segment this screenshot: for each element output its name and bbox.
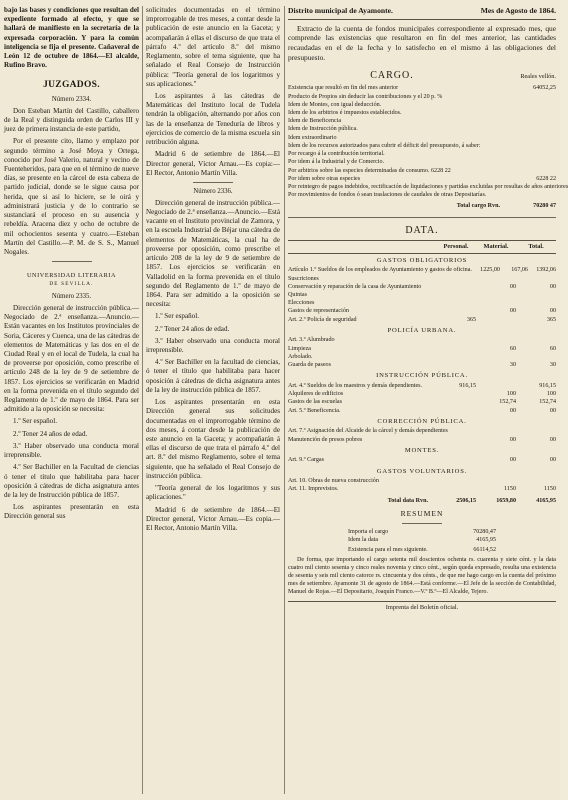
data-row-label: Art. 7.º Asignación del Alcaide de la cárcel y demás dependientes xyxy=(288,428,448,435)
cargo-row-label: Por reintegro de pagos indebidos, rectificación de liquidaciones y partidas excluidas por resultas de años anteriores xyxy=(288,183,568,190)
notice-number: Número 2334. xyxy=(51,95,92,103)
cargo-row xyxy=(288,84,556,92)
divider xyxy=(52,261,92,262)
data-row-label: Alquileres de edificios xyxy=(288,391,344,398)
cargo-row-label: Idem de los recursos autorizados para cubrir el déficit del presupuesto, á saber: xyxy=(288,142,481,149)
data-row-label: Art. 9.º Cargas xyxy=(288,457,324,464)
data-row xyxy=(288,407,556,415)
cargo-title: CARGO. xyxy=(370,70,414,82)
data-row-amount: 167,06 xyxy=(511,267,528,274)
cargo-row-label: Idem de Beneficencia xyxy=(288,118,342,125)
data-row-amount: 00 xyxy=(509,457,516,464)
cargo-row xyxy=(288,175,556,183)
data-row xyxy=(288,485,556,493)
cargo-row-label: Idem extraordinario xyxy=(288,134,337,141)
cargo-row xyxy=(288,167,556,175)
resumen-row-value: 4165,95 xyxy=(476,536,496,543)
data-row-amount: 00 xyxy=(509,407,516,414)
section-subtitle: DE SEVILLA. xyxy=(49,281,94,288)
data-group-title: POLICÍA URBANA. xyxy=(387,326,457,334)
closing-paragraph: De forma, que importando el cargo setenta mil doscientos ochenta rs. cuarenta y siete cént. y la data cuatro mil ciento sesenta y cinco reales noventa y cinco cént., según queda expresado, resulta una existencia de sesenta y seis mil ciento catorce rs. cincuenta y dos cénts., de que me hago cargo en la cuenta del próximo mes de setiembre. Ayamonte 31 de agosto de 1864.—Está conforme.—El Jefe de la sección de Contabilidad, Manuel de Rojas.—El Depositario, Joaquín Franco.—V.º B.º—El Alcalde, Tejero. xyxy=(288,557,556,595)
notice-signature: Madrid 6 de setiembre de 1864.—El Director general, Víctor Arnau.—Es copia:—El Rector, Antonio Martín Villa. xyxy=(146,150,280,177)
requirement-item: 4.º Ser Bachiller en la Facultad de ciencias ó tener el título que habilitaba para hacer oposición á cátedras de dicha asignatura antes de la ley de Instrucción pública de 1857. xyxy=(4,463,139,499)
data-total-row: Total data Rvn. 2506,15 1659,80 4165,95 xyxy=(387,497,556,504)
cargo-list xyxy=(288,84,568,199)
data-row-amount: 365 xyxy=(546,316,556,323)
requirement-item: 1.º Ser español. xyxy=(155,312,199,321)
data-row xyxy=(288,283,556,291)
column-left xyxy=(4,6,139,796)
data-row-label: Manutención de presos pobres xyxy=(288,436,363,443)
data-row xyxy=(288,361,556,369)
notice-paragraph: solicitudes documentadas en el término improrrogable de tres meses, a contar desde la publicación de este anuncio en la Gaceta; y acompañarán á ellas el discurso de que trata el párrafo 4.º del artículo 8.º del mismo Reglamento, sobre el tema siguiente, que ha señalado el Real Consejo de Instrucción pública: "Teoría general de los logaritmos y sus aplicaciones." xyxy=(146,6,280,88)
notice-top-paragraph: bajo las bases y condiciones que resultan del expediente formado al efecto, y que se hallará de manifiesto en la secretaría de la expresada corporación. Y para la común inteligencia se fija el presente. Cañaveral de León 12 de octubre de 1864.—El alcalde, Rufino Bravo. xyxy=(4,6,139,70)
resumen-row-label: Importa el cargo xyxy=(348,528,389,535)
data-row-amount: 00 xyxy=(549,457,556,464)
data-row xyxy=(288,345,556,353)
section-title-juzgados: JUZGADOS. xyxy=(43,79,100,90)
data-row-label: Gastos de representación xyxy=(288,308,349,315)
cargo-row xyxy=(288,142,556,150)
cargo-row xyxy=(288,183,568,191)
data-row-label: Art. 4.º Sueldos de los maestros y demás dependientes. xyxy=(288,382,423,389)
resumen-row-value: 70280,47 xyxy=(473,528,496,535)
data-row-amount: 100 xyxy=(506,391,516,398)
account-header xyxy=(288,6,556,20)
data-table-header: Personal. Material. Total. xyxy=(288,240,556,254)
cargo-row-label: Por arbitrios sobre las especies determinadas de consumo. 6228 22 xyxy=(288,167,451,174)
cargo-row xyxy=(288,158,556,166)
requirement-item: 2.º Tener 24 años de edad. xyxy=(13,429,88,438)
data-row-amount: 1225,00 xyxy=(480,267,500,274)
requirement-item: 3.º Haber observado una conducta moral irreprensible. xyxy=(146,336,280,355)
cargo-total-row: Total cargo Rvn. 70280 47 xyxy=(456,203,556,210)
data-row-label: Artículo 1.º Sueldos de los empleados de Ayuntamiento y gastos de oficina. xyxy=(288,267,472,274)
data-row-amount: 916,15 xyxy=(459,382,476,389)
notice-paragraph: "Teoría general de los logaritmos y sus aplicaciones." xyxy=(146,484,280,502)
data-row-label: Elecciones xyxy=(288,300,315,307)
account-month: Mes de Agosto de 1864. xyxy=(480,6,556,15)
notice-number: Número 2335. xyxy=(51,293,92,301)
data-group-title: CORRECCIÓN PÚBLICA. xyxy=(377,417,467,425)
data-row-label: Art. 2.º Policía de seguridad xyxy=(288,316,357,323)
data-row-label: Suscriciones xyxy=(288,275,319,282)
cargo-row xyxy=(288,134,556,142)
data-table-body xyxy=(288,257,556,494)
data-row-amount: 00 xyxy=(509,308,516,315)
data-group-title: MONTES. xyxy=(404,446,440,454)
data-row-amount: 00 xyxy=(509,436,516,443)
notice-paragraph: Los aspirantes á las cátedras de Matemáticas del Instituto local de Tudela tendrán la obligación, alternando por años con las de la enseñanza de Teneduría de libros y ejercicios de comercio de la misma escuela sin retribución alguna. xyxy=(146,91,280,147)
data-title: DATA. xyxy=(405,224,439,236)
data-row xyxy=(288,390,556,398)
notice-paragraph: Por el presente cito, llamo y emplazo por segundo término a José Moya y Ortega, conocido por José Valerio, natural y vecino de Fuenteheridos, para que en el término de nueve días, se presente en la cárcel de esta cabeza de partido judicial, donde se le sigue causa por herida, que si así lo hiciere, se le oirá y administrará justicia y de lo contrario se sustanciará el proceso en su ausencia y rebeldía. Aracena diez y ocho de octubre de mil ochocientos sesenta y cuatro.—Esteban Martín del Castillo.—P. M. de S. S., Manuel Nogales. xyxy=(4,137,139,256)
printer-footer: Imprenta del Boletín oficial. xyxy=(288,601,556,612)
cargo-row-label: Por movimientos de fondos ó sean traslaciones de caudales de otras Depositarías. xyxy=(288,192,487,199)
data-row-label: Arbolado. xyxy=(288,353,313,360)
data-row-label: Limpieza xyxy=(288,345,312,352)
cargo-row xyxy=(288,191,556,199)
resumen-list xyxy=(288,528,556,544)
requirement-item: 2.º Tener 24 años de edad. xyxy=(155,324,230,333)
notice-paragraph: Dirección general de instrucción pública.—Negociado de 2.ª enseñanza.—Anuncio.—Está vacante en el Instituto provincial de Zamora, y en la escuela Industrial de Béjar una cátedra de elementos de Matemáticas, la cual ha de proveerse por oposición, como prescribe el artículo 208 de la ley de 9 de setiembre de 1857. Los ejercicios se verificarán en Valladolid en la forma prevenida en el título segundo del Reglamento de 1.º de mayo de 1864. Para ser admitido a la oposición se necesita: xyxy=(146,198,280,309)
data-row xyxy=(288,436,556,444)
data-row xyxy=(288,307,556,315)
data-row-amount: 1392,06 xyxy=(536,267,556,274)
divider xyxy=(402,523,442,524)
data-row xyxy=(288,275,556,283)
data-group-title: INSTRUCCIÓN PÚBLICA. xyxy=(376,372,468,380)
resumen-row xyxy=(348,536,496,544)
data-row-amount: 916,15 xyxy=(539,382,556,389)
cargo-row-label: Idem de Instrucción pública. xyxy=(288,126,358,133)
data-row xyxy=(288,456,556,464)
cargo-row-label: Por idem á la Industrial y de Comercio. xyxy=(288,159,385,166)
notice-paragraph: Don Esteban Martín del Castillo, caballero de la Real y distinguida orden de Carlos III y juez de primera instancia de este partido, xyxy=(4,106,139,134)
district-name: Distrito municipal de Ayamonte. xyxy=(288,6,393,15)
divider xyxy=(193,182,233,183)
data-group-title: GASTOS VOLUNTARIOS. xyxy=(376,467,468,475)
data-row-label: Art. 11. Imprevistos. xyxy=(288,486,339,493)
resumen-title: RESUMEN xyxy=(400,508,444,518)
notice-paragraph: Dirección general de instrucción pública.—Negociado de 2.ª enseñanza.—Anuncio.—Están vacantes en los Institutos provinciales de Soria, Cáceres y Cuenca, una de las cátedras de elementos de Matemáticas y las dos en el de Ciudad Real y en el local de Tudela, la cual ha de proveerse por oposición, como prescribe el artículo 248 de la ley de 9 de setiembre de 1857. Los ejercicios se verificarán en Madrid en la forma prevenida en el título segundo del Reglamento de 1.º de mayo de 1864. Para ser admitido a la oposición se necesita: xyxy=(4,303,139,414)
cargo-row-label: Por recargo á la contribución territorial. xyxy=(288,151,385,158)
data-row-amount: 00 xyxy=(549,407,556,414)
resumen-row xyxy=(348,528,496,536)
notice-paragraph: Los aspirantes presentarán en esta Dirección general sus xyxy=(4,503,139,521)
data-row-label: Art. 5.º Beneficencia. xyxy=(288,407,341,414)
data-row-amount: 00 xyxy=(549,283,556,290)
cargo-row-label: Por idem sobre otras especies xyxy=(288,175,361,182)
data-row xyxy=(288,398,556,406)
data-row xyxy=(288,316,556,324)
cargo-row xyxy=(288,117,556,125)
requirement-item: 4.º Ser Bachiller en la facultad de ciencias, ó tener el título que habilitaba para hacer oposición á cátedras de dicha asignatura antes de la ley de instrucción pública de 1857. xyxy=(146,358,280,394)
data-row-amount: 1150 xyxy=(544,486,556,493)
notice-signature: Madrid 6 de setiembre de 1864.—El Director general, Víctor Arnau.—Es copia.—El Rector, Antonio Martín Villa. xyxy=(146,505,280,532)
cargo-row xyxy=(288,93,556,101)
column-divider xyxy=(142,6,143,794)
cargo-row-label: Existencia que resultó en fin del mes anterior xyxy=(288,85,399,92)
data-row xyxy=(288,336,556,344)
data-row xyxy=(288,299,556,307)
data-row-label: Conservación y reparación de la casa de Ayuntamiento xyxy=(288,283,422,290)
requirement-item: 3.º Haber observado una conducta moral irreprensible. xyxy=(4,441,139,460)
column-middle xyxy=(146,6,280,796)
section-title-universidad: UNIVERSIDAD LITERARIA xyxy=(26,272,117,280)
data-row-amount: 152,74 xyxy=(539,399,556,406)
existencia-row: Existencia para el mes siguiente. 66114,52 xyxy=(348,546,496,553)
cargo-row-label: Producto de Propios sin deducir las contribuciones y el 20 p. % xyxy=(288,93,443,100)
column-divider xyxy=(284,6,285,794)
data-group-title: GASTOS OBLIGATORIOS xyxy=(376,256,468,264)
data-row xyxy=(288,427,556,435)
cargo-row xyxy=(288,109,556,117)
cargo-row-value: 6228 22 xyxy=(536,175,556,182)
data-row-amount: 1150 xyxy=(504,486,516,493)
requirement-item: 1.º Ser español. xyxy=(13,417,57,426)
data-row-amount: 365 xyxy=(466,316,476,323)
data-row-label: Art. 10. Obras de nueva construcción xyxy=(288,478,379,485)
data-row-amount: 152,74 xyxy=(499,399,516,406)
data-row-label: Guarda de paseos xyxy=(288,362,331,369)
notice-number: Número 2336. xyxy=(193,187,233,195)
data-row xyxy=(288,477,556,485)
notice-paragraph: Los aspirantes presentarán en esta Dirección general sus solicitudes documentadas en el improrrogable término de dos meses, á contar desde la publicación de este anuncio en la Gaceta; y acompañarán á ellas el discurso de que trata el párrafo 4.º del art. 8.º del mismo Reglamento, sobre el tema siguiente, que ha señalado el Real Consejo de instrucción pública. xyxy=(146,398,280,480)
data-row-amount: 100 xyxy=(546,391,556,398)
resumen-row-label: Idem la data xyxy=(348,536,379,543)
data-row xyxy=(288,382,556,390)
cargo-header xyxy=(288,65,556,84)
cargo-row-value: 64052,25 xyxy=(533,85,556,92)
data-row-amount: 60 xyxy=(509,345,516,352)
cargo-row xyxy=(288,150,556,158)
data-row xyxy=(288,291,556,299)
data-row-amount: 60 xyxy=(549,345,556,352)
data-row-label: Art. 3.º Alumbrado xyxy=(288,337,335,344)
cargo-row-label: Idem de los arbitrios é impuestos establecidos. xyxy=(288,110,402,117)
data-row-label: Gastos de las escuelas xyxy=(288,399,342,406)
cargo-row-label: Idem de Montes, con igual deducción. xyxy=(288,101,382,108)
data-row-amount: 00 xyxy=(549,308,556,315)
column-right-account xyxy=(288,6,568,796)
cargo-row xyxy=(288,101,556,109)
cargo-unit: Reales vellón. xyxy=(520,73,556,81)
account-intro: Extracto de la cuenta de fondos municipales correspondiente al expresado mes, que comprende las existencias que resultaron en fin del mes anterior, las cantidades recaudadas en el de la fecha y lo satisfecho en el mismo á las obligaciones del presupuesto. xyxy=(288,23,556,62)
data-row-amount: 30 xyxy=(549,362,556,369)
data-row-amount: 00 xyxy=(549,436,556,443)
data-row xyxy=(288,266,556,274)
divider xyxy=(288,217,556,218)
data-row-label: Quintas xyxy=(288,292,307,299)
data-row xyxy=(288,353,556,361)
data-row-amount: 00 xyxy=(509,283,516,290)
cargo-row xyxy=(288,125,556,133)
data-row-amount: 30 xyxy=(509,362,516,369)
